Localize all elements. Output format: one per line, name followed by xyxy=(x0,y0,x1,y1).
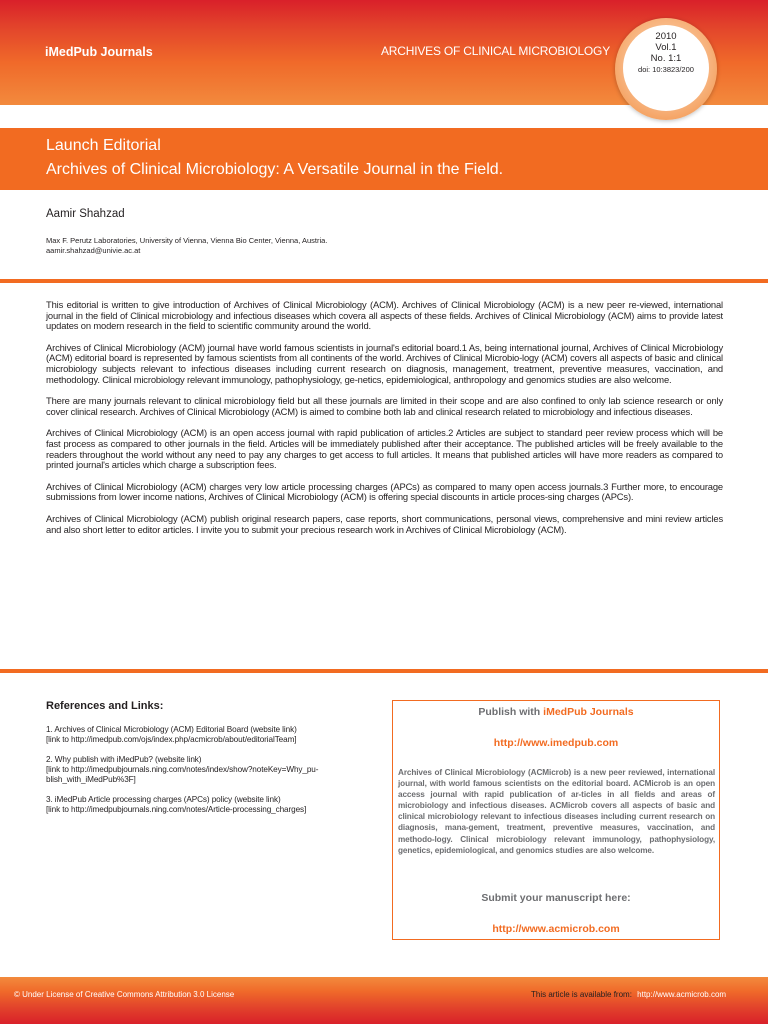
body-paragraph: This editorial is written to give introduction of Archives of Clinical Microbiology (ACM). Archives of Clinical Microbiology (ACM) is a new peer re-viewed, international journal in the field of Clinical microbiology and infectious diseases which covera all aspects of these fields. Archives of Clinical Microbiology (ACM) aims to provide latest updates on modern research in the field to scientific community around the world. xyxy=(46,299,723,332)
reference-title: 3. iMedPub Article processing charges (APCs) policy (website link) xyxy=(46,795,281,804)
journal-description: Archives of Clinical Microbiology (ACMicrob) is a new peer reviewed, international journal, with world famous scientists on the editorial board. ACMicrob is an open access journal with rapid publication of ar-ticles in all fields and areas of microbiology and infectious diseases. ACMicrob covers all aspects of basic and clinical microbiology relevant to infectious diseases including current research on diagnosis, mana-gement, treatment, preventive measures, vaccination, and methodo-logy. Clinical microbiology relevant immunology, pathophysiology, genetics, epidemiological, and genomics studies are also welcome. xyxy=(398,768,715,855)
reference-link[interactable]: [link to http://imedpubjournals.ning.com/notes/Article-processing_charges] xyxy=(46,805,307,814)
body-paragraph: Archives of Clinical Microbiology (ACM) journal have world famous scientists in journal's editorial board.1 As, being international journal, Archives of Clinical Microbiology (ACM) editorial board is represented by famous scientists from all continents of the world. Archives of Clinical Microbio-logy (ACM) covers all aspects of basic and clinical microbiology subjects relevant to infectious diseases including current research on diagnosis, management, treatment, preventive measures, vaccination, and methodology. Clinical microbiology relevant immunology, pathophysiology, ge-netics, epidemiological, anthropology and genomics studies are also welcome. xyxy=(46,341,723,385)
issue-badge xyxy=(623,25,709,111)
submit-label: Submit your manuscript here: xyxy=(481,892,631,904)
body-paragraph: There are many journals relevant to clinical microbiology field but all these journals are limited in their scope and are also confined to only lab science research or only cover clinical research. Archives of Clinical Microbiology (ACM) is aimed to combine both lab and clinical research related to microbiology and infectious diseases. xyxy=(46,395,723,417)
reference-title: 1. Archives of Clinical Microbiology (ACM) Editorial Board (website link) xyxy=(46,725,297,734)
publish-with-brand: iMedPub Journals xyxy=(543,706,634,718)
section-divider-bottom xyxy=(0,669,768,673)
body-paragraph: Archives of Clinical Microbiology (ACM) charges very low article processing charges (APCs) as compared to many open access journals.3 Further more, to encourage submissions from lower income nations, Archives of Clinical Microbiology (ACM) is offering special discounts in article proces-sing charges (APCs). xyxy=(46,480,723,503)
footer-band xyxy=(0,977,768,1024)
references-heading: References and Links: xyxy=(46,700,164,712)
author-name: Aamir Shahzad xyxy=(46,208,125,220)
publisher-name: iMedPub Journals xyxy=(45,45,153,59)
author-affiliation: Max F. Perutz Laboratories, University of Vienna, Vienna Bio Center, Vienna, Austria. xyxy=(46,236,328,245)
submit-url-link[interactable]: http://www.acmicrob.com xyxy=(492,923,620,935)
article-type: Launch Editorial xyxy=(46,137,161,154)
availability-url-link[interactable]: http://www.acmicrob.com xyxy=(637,990,727,999)
reference-title: 2. Why publish with iMedPub? (website link) xyxy=(46,755,202,764)
author-email[interactable]: aamir.shahzad@univie.ac.at xyxy=(46,246,141,255)
availability-text xyxy=(531,990,726,999)
issue-volume: Vol.1 xyxy=(655,42,677,53)
reference-item xyxy=(46,755,376,785)
publish-with-heading xyxy=(392,706,720,718)
article-title: Archives of Clinical Microbiology: A Versatile Journal in the Field. xyxy=(46,161,504,178)
issue-number: No. 1:1 xyxy=(650,53,682,64)
body-paragraph: Archives of Clinical Microbiology (ACM) publish original research papers, case reports, short communications, personal views, comprehensive and mini review articles and also short letter to editor articles. I invite you to submit your precious research work in Archives of Clinical Microbiology (ACM). xyxy=(46,512,723,535)
references-list xyxy=(46,725,376,825)
publish-with-label: Publish with xyxy=(478,706,541,718)
reference-link[interactable]: [link to http://imedpub.com/ojs/index.php/acmicrob/about/editorialTeam] xyxy=(46,735,297,744)
availability-label: This article is available from: xyxy=(531,990,632,999)
journal-name: ARCHIVES OF CLINICAL MICROBIOLOGY xyxy=(381,44,610,58)
issue-year: 2010 xyxy=(655,31,677,42)
section-divider-top xyxy=(0,279,768,283)
reference-item xyxy=(46,795,376,815)
reference-item xyxy=(46,725,376,745)
body-paragraph: Archives of Clinical Microbiology (ACM) is an open access journal with rapid publication of articles.2 Articles are subject to standard peer review process which will be fast process as compared to other journals in the field. Articles will be immediately published after their acceptance. The published articles will be freely available to the readers throughout the world without any need to pay any charges to get access to full articles. It means that published articles will have more readers as compared to printed journal's articles which charge a subscription fees. xyxy=(46,427,723,471)
publisher-url-link[interactable]: http://www.imedpub.com xyxy=(493,737,619,749)
reference-link[interactable]: [link to http://imedpubjournals.ning.com/notes/index/show?noteKey=Why_pu-blish_with_iMedPub%3F] xyxy=(46,765,319,784)
author-affiliation-block xyxy=(46,236,327,256)
article-body xyxy=(46,300,723,546)
license-text: © Under License of Creative Commons Attribution 3.0 License xyxy=(14,990,235,999)
issue-doi: doi: 10:3823/200 xyxy=(638,65,694,74)
